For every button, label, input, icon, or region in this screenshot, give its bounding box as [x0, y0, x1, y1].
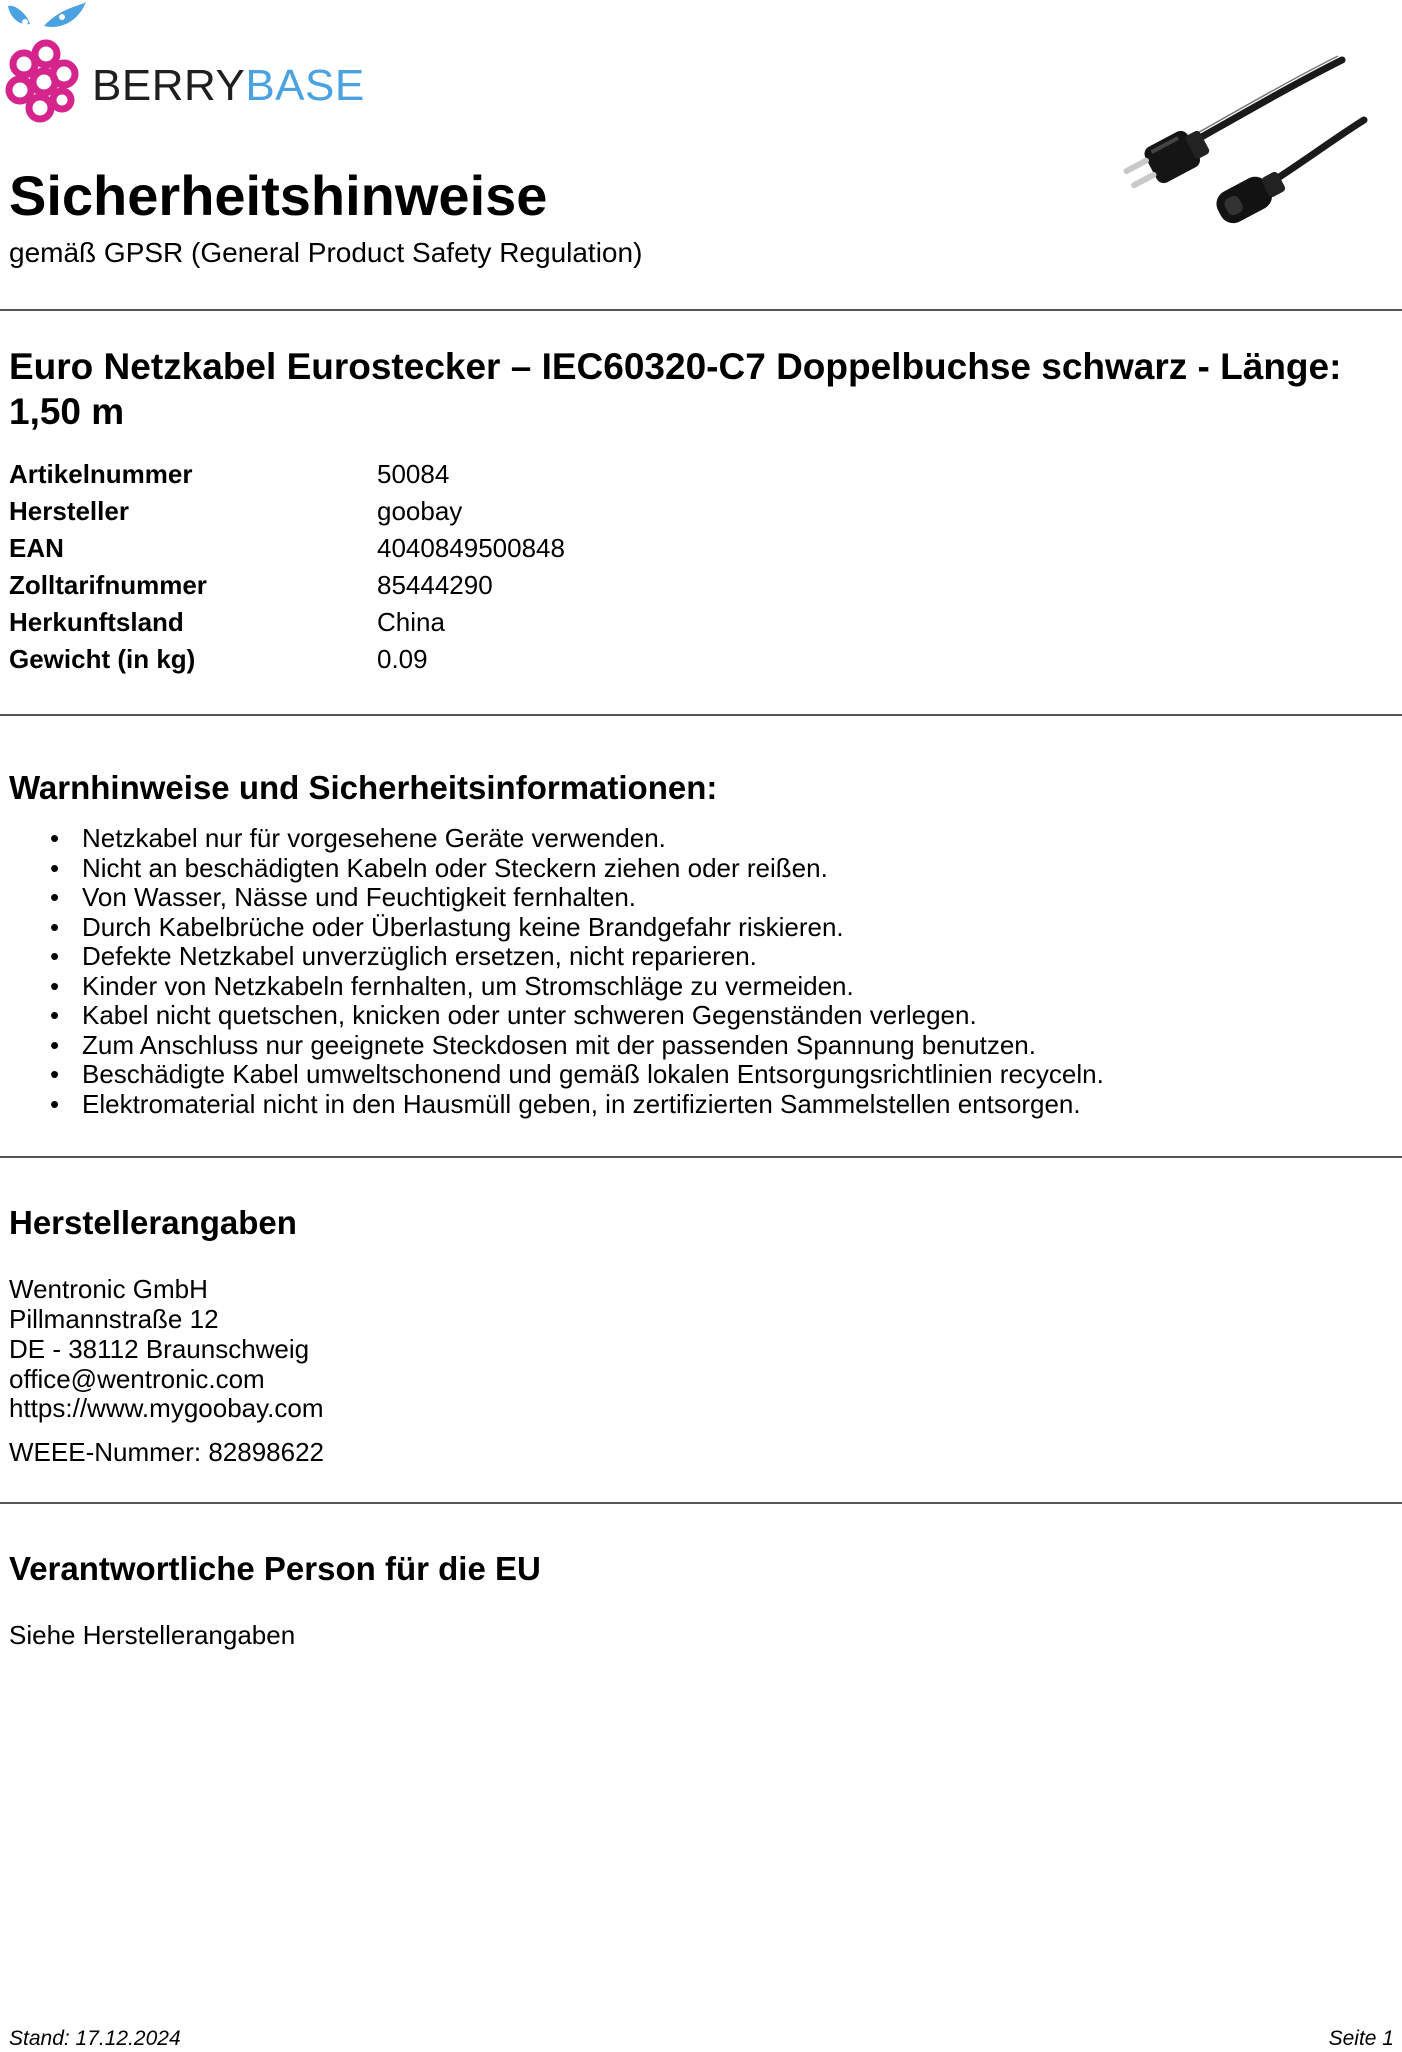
product-name: Euro Netzkabel Eurostecker – IEC60320-C7 Doppelbuchse schwarz - Länge: 1,50 m: [9, 346, 1342, 432]
manufacturer-street: Pillmannstraße 12: [9, 1304, 219, 1334]
spec-value-gewicht: 0.09: [377, 644, 428, 674]
bullet-icon: •: [50, 1059, 60, 1089]
eu-responsible-heading: Verantwortliche Person für die EU: [9, 1550, 541, 1587]
product-image: [1062, 40, 1382, 280]
spec-value-artikelnummer: 50084: [377, 459, 450, 489]
eu-responsible-text: Siehe Herstellerangaben: [9, 1620, 296, 1650]
manufacturer-email: office@wentronic.com: [9, 1364, 265, 1394]
bullet-icon: •: [50, 853, 60, 883]
weee-number: WEEE-Nummer: 82898622: [9, 1437, 325, 1467]
divider: [0, 1156, 1402, 1158]
spec-label-ean: EAN: [9, 533, 64, 563]
warning-item: Netzkabel nur für vorgesehene Geräte verwenden.: [82, 823, 666, 853]
manufacturer-heading: Herstellerangaben: [9, 1204, 297, 1241]
bullet-icon: •: [50, 1000, 60, 1030]
spec-label-artikelnummer: Artikelnummer: [9, 459, 193, 489]
spec-value-hersteller: goobay: [377, 496, 463, 526]
berrybase-logo-icon: [0, 0, 92, 130]
bullet-icon: •: [50, 1089, 60, 1119]
warning-item: Kabel nicht quetschen, knicken oder unter schweren Gegenständen verlegen.: [82, 1000, 977, 1030]
divider: [0, 714, 1402, 716]
brand-name-part2: BASE: [245, 61, 365, 110]
manufacturer-website: https://www.mygoobay.com: [9, 1393, 324, 1423]
warning-item: Nicht an beschädigten Kabeln oder Steckern ziehen oder reißen.: [82, 853, 828, 883]
spec-label-zolltarifnummer: Zolltarifnummer: [9, 570, 207, 600]
brand-name-part1: BERRY: [92, 61, 246, 110]
footer-page-number: Seite 1: [1328, 2027, 1394, 2050]
divider: [0, 309, 1402, 311]
warning-item: Zum Anschluss nur geeignete Steckdosen mit der passenden Spannung benutzen.: [82, 1030, 1036, 1060]
divider: [0, 1502, 1402, 1504]
footer-date: Stand: 17.12.2024: [9, 2027, 181, 2050]
bullet-icon: •: [50, 882, 60, 912]
warnings-heading: Warnhinweise und Sicherheitsinformationen:: [9, 769, 718, 806]
bullet-icon: •: [50, 941, 60, 971]
bullet-icon: •: [50, 1030, 60, 1060]
bullet-icon: •: [50, 823, 60, 853]
spec-label-hersteller: Hersteller: [9, 496, 129, 526]
spec-label-herkunftsland: Herkunftsland: [9, 607, 184, 637]
warning-item: Defekte Netzkabel unverzüglich ersetzen, nicht reparieren.: [82, 941, 757, 971]
warning-item: Von Wasser, Nässe und Feuchtigkeit fernhalten.: [82, 882, 637, 912]
spec-value-ean: 4040849500848: [377, 533, 565, 563]
warning-item: Durch Kabelbrüche oder Überlastung keine Brandgefahr riskieren.: [82, 912, 844, 942]
warning-item: Beschädigte Kabel umweltschonend und gemäß lokalen Entsorgungsrichtlinien recyceln.: [82, 1059, 1104, 1089]
manufacturer-city: DE - 38112 Braunschweig: [9, 1334, 310, 1364]
bullet-icon: •: [50, 912, 60, 942]
bullet-icon: •: [50, 971, 60, 1001]
brand-name: [92, 62, 365, 110]
warning-item: Elektromaterial nicht in den Hausmüll geben, in zertifizierten Sammelstellen entsorgen.: [82, 1089, 1081, 1119]
spec-value-herkunftsland: China: [377, 607, 445, 637]
warning-item: Kinder von Netzkabeln fernhalten, um Stromschläge zu vermeiden.: [82, 971, 854, 1001]
manufacturer-company: Wentronic GmbH: [9, 1274, 208, 1304]
page-subtitle: gemäß GPSR (General Product Safety Regulation): [9, 237, 643, 268]
page-title: Sicherheitshinweise: [9, 164, 548, 227]
spec-label-gewicht: Gewicht (in kg): [9, 644, 196, 674]
spec-value-zolltarifnummer: 85444290: [377, 570, 493, 600]
